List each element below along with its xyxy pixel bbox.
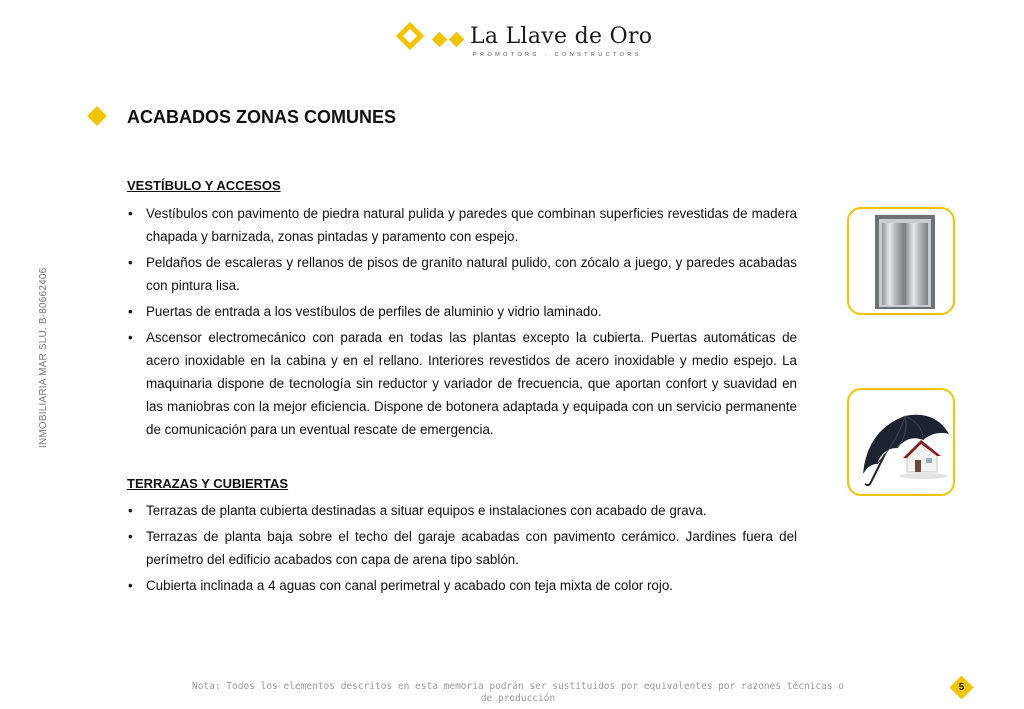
list-item: • Terrazas de planta baja sobre el techo del garaje acabadas con pavimento cerámico. Jardines fuera del perímetro del edificio acabados con capa de arena tipo sablón. xyxy=(127,525,797,571)
list-item: • Cubierta inclinada a 4 aguas con canal perimetral y acabado con teja mixta de color rojo. xyxy=(127,574,797,597)
page-number: 5 xyxy=(958,682,965,693)
brand-tagline: PROMOTORS · CONSTRUCTORS xyxy=(473,52,642,58)
section-heading-terrazas: TERRAZAS Y CUBIERTAS xyxy=(127,476,289,491)
umbrella-house-image xyxy=(847,388,955,496)
company-registration-text: INMOBILIARIA MAR SLU. B-80662406 xyxy=(38,267,49,448)
footer-note-line-2: de producción xyxy=(480,693,556,704)
logo-diamond-icon xyxy=(449,32,465,48)
list-item: • Ascensor electromecánico con parada en todas las plantas excepto la cubierta. Puertas automáticas de acero inoxidable en la cabina y en el rellano. Interiores revestidos de acero inoxidable y medio espejo. La maquinaria dispone de tecnología sin reductor y variador de frecuencia, que aportan confort y suavidad en las maniobras con la mejor eficiencia. Dispone de botonera adaptada y equipada con un servicio permanente de comunicación para un eventual rescate de emergencia. xyxy=(127,326,797,441)
footer-note xyxy=(160,681,876,705)
company-logo xyxy=(398,22,653,62)
list-item: • Peldaños de escaleras y rellanos de pisos de granito natural pulido, con zócalo a juego, y paredes acabadas con pintura lisa. xyxy=(127,251,797,297)
title-diamond-icon xyxy=(87,106,107,126)
footer-note-line-1: Nota: Todos los elementos descritos en esta memoria podrán ser sustituidos por equivalentes por razones técnicas o xyxy=(191,681,845,692)
elevator-image xyxy=(847,207,955,315)
list-item: • Vestíbulos con pavimento de piedra natural pulida y paredes que combinan superficies revestidas de madera chapada y barnizada, zonas pintadas y paramento con espejo. xyxy=(127,202,797,248)
logo-diamond-outline-icon xyxy=(396,22,424,50)
page-title: ACABADOS ZONAS COMUNES xyxy=(127,107,397,127)
section-list-vestibulo xyxy=(127,202,797,444)
section-list-terrazas xyxy=(127,499,797,600)
brand-name: La Llave de Oro xyxy=(470,24,653,49)
list-item: • Terrazas de planta cubierta destinadas a situar equipos e instalaciones con acabado de grava. xyxy=(127,499,797,522)
list-item: • Puertas de entrada a los vestíbulos de perfiles de aluminio y vidrio laminado. xyxy=(127,300,797,323)
logo-diamond-icon xyxy=(432,32,448,48)
section-heading-vestibulo: VESTÍBULO Y ACCESOS xyxy=(127,178,281,193)
elevator-icon xyxy=(849,209,953,313)
umbrella-house-icon xyxy=(849,390,953,494)
